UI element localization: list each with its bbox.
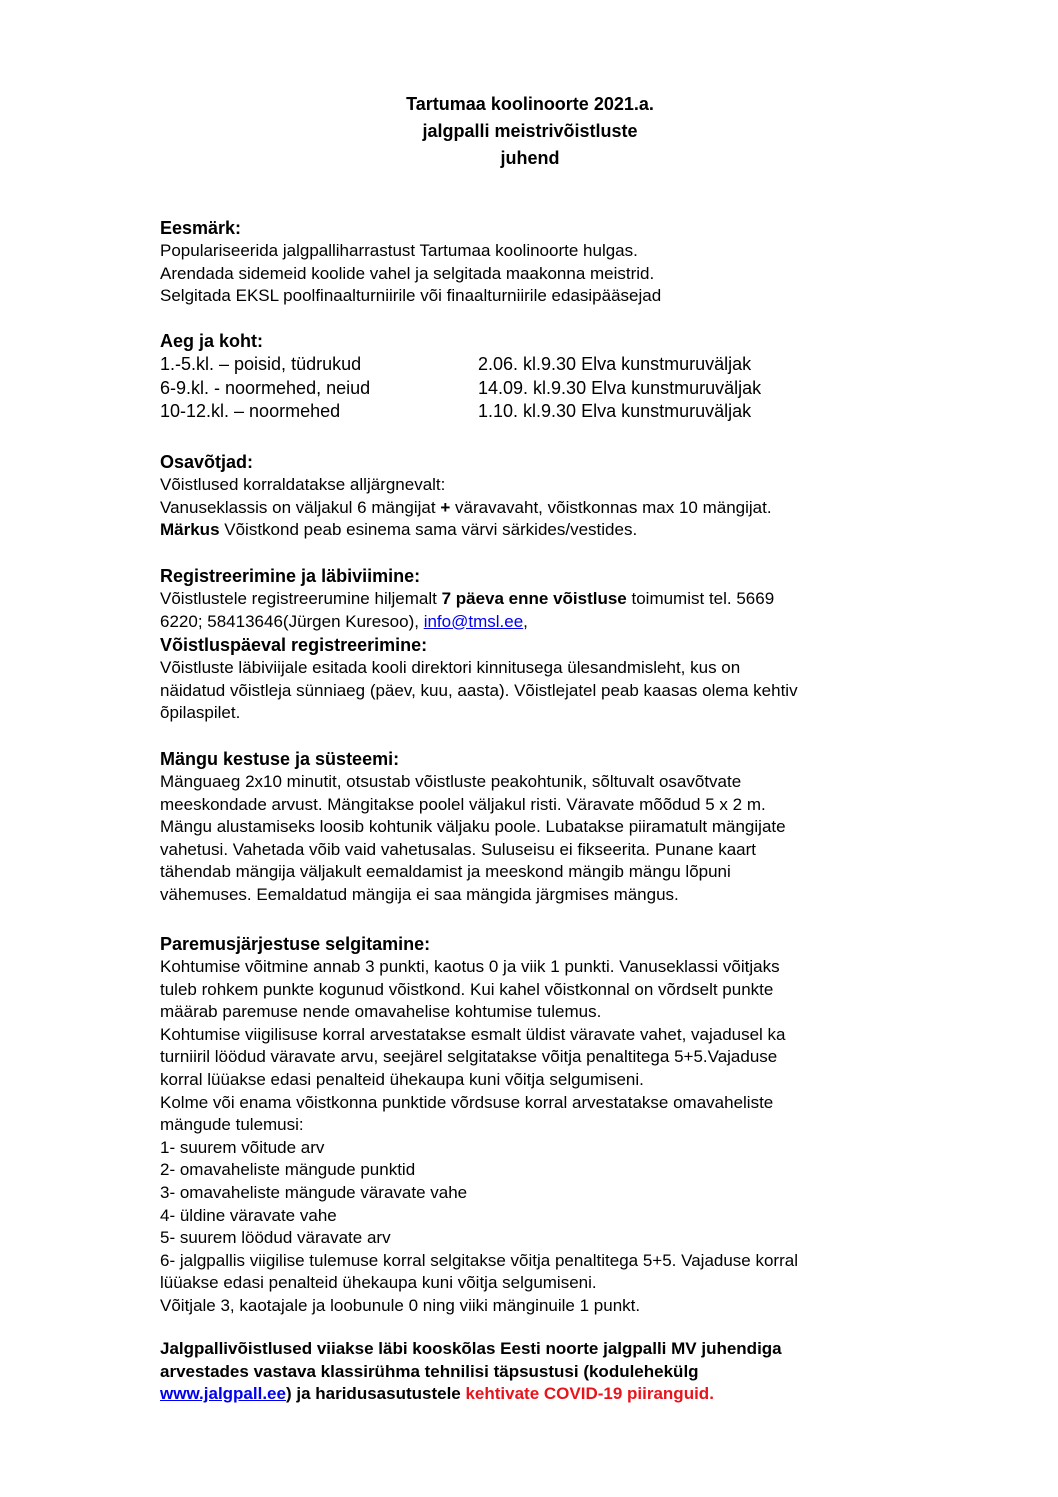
text-line: 6220; 58413646(Jürgen Kuresoo), info@tmsl.ee,: [160, 611, 528, 631]
text-line: Populariseerida jalgpalliharrastust Tartumaa koolinoorte hulgas.: [160, 241, 638, 260]
text-line: mängude tulemusi:: [160, 1115, 304, 1135]
section-heading: Osavõtjad:: [160, 452, 254, 472]
text-line: korral lüüakse edasi penalteid ühekaupa kuni võitja selgumiseni.: [160, 1069, 644, 1089]
list-item: 3- omavaheliste mängude väravate vahe: [160, 1182, 468, 1202]
text-line: Kolme või enama võistkonna punktide võrdsuse korral arvestatakse omavaheliste: [160, 1092, 774, 1112]
text-line: arvestades vastava klassirühma tehnilisi täpsustusi (kodulehekülg: [160, 1361, 699, 1381]
list-item: 4- üldine väravate vahe: [160, 1205, 337, 1225]
email-link[interactable]: info@tmsl.ee: [423, 611, 524, 631]
text-line: Võitjale 3, kaotajale ja loobunule 0 ning viiki mänginuile 1 punkt.: [160, 1295, 641, 1315]
text-line: tähendab mängija väljakult eemaldamist ja meeskond mängib mängu lõpuni: [160, 862, 731, 882]
text-line: meeskondade arvust. Mängitakse poolel väljakul risti. Väravate mõõdud 5 x 2 m.: [160, 794, 766, 814]
section-paremus: [160, 932, 920, 1318]
list-item: 6- jalgpallis viigilise tulemuse korral selgitakse võitja penaltitega 5+5. Vajaduse korral: [160, 1250, 798, 1270]
schedule-row: [160, 353, 920, 377]
section-registreerimine: [160, 564, 920, 725]
text-line: Mängu alustamiseks loosib kohtunik väljaku poole. Lubatakse piiramatult mängijate: [160, 817, 786, 837]
section-heading: Paremusjärjestuse selgitamine:: [160, 934, 431, 954]
text-line: Võistluste läbiviijale esitada kooli direktori kinnitusega ülesandmisleht, kus on: [160, 658, 741, 678]
text-line: Jalgpallivõistlused viiakse läbi kooskõlas Eesti noorte jalgpalli MV juhendiga: [160, 1339, 782, 1358]
text-line: vähemuses. Eemaldatud mängija ei saa mängida järgmises mängus.: [160, 884, 679, 904]
schedule-row: [160, 377, 920, 401]
text-line: määrab paremuse nende omavahelise kohtumise tulemus.: [160, 1002, 602, 1022]
text-line: näidatud võistleja sünniaeg (päev, kuu, aasta). Võistlejatel peab kaasas olema kehtiv: [160, 680, 798, 700]
text-line: Mänguaeg 2x10 minutit, otsustab võistluste peakohtunik, sõltuvalt osavõtvate: [160, 772, 742, 791]
section-osavotjad: [160, 450, 920, 542]
covid-warning: kehtivate COVID-19 piiranguid.: [465, 1384, 714, 1404]
note-label: Märkus: [160, 520, 220, 540]
title-line-1: Tartumaa koolinoorte 2021.a.: [406, 94, 654, 114]
schedule-group: 1.-5.kl. – poisid, tüdrukud: [160, 354, 362, 374]
text-line: Kohtumise võitmine annab 3 punkti, kaotus 0 ja viik 1 punkti. Vanuseklassi võitjaks: [160, 957, 780, 976]
text-line: vahetusi. Vahetada võib vaid vahetusalas. Suluseisu ei fikseerita. Punane kaart: [160, 839, 756, 859]
section-footer-note: [160, 1338, 920, 1406]
list-item: 5- suurem löödud väravate arv: [160, 1228, 391, 1248]
text-line: Kohtumise viigilisuse korral arvestatakse esmalt üldist väravate vahet, vajadusel ka: [160, 1024, 786, 1044]
sub-heading: Võistluspäeval registreerimine:: [160, 635, 428, 656]
text-line: www.jalgpall.ee) ja haridusasutustele kehtivate COVID-19 piiranguid.: [160, 1384, 714, 1404]
schedule-group: 6-9.kl. - noormehed, neiud: [160, 377, 371, 398]
schedule-time-place: 1.10. kl.9.30 Elva kunstmuruväljak: [478, 401, 752, 421]
schedule-row: [160, 400, 920, 424]
text-line: lüüakse edasi penalteid ühekaupa kuni võitja selgumiseni.: [160, 1273, 597, 1293]
text-line: Võistlused korraldatakse alljärgnevalt:: [160, 475, 446, 494]
jalgpall-link[interactable]: www.jalgpall.ee: [160, 1384, 286, 1404]
section-eesmark: [160, 216, 920, 308]
section-mangu: [160, 747, 920, 907]
list-item: 1- suurem võitude arv: [160, 1137, 325, 1157]
text-line: õpilaspilet.: [160, 703, 241, 723]
schedule-time-place: 14.09. kl.9.30 Elva kunstmuruväljak: [478, 377, 762, 398]
text-line: Selgitada EKSL poolfinaalturniirile või finaalturniirile edasipääsejad: [160, 286, 662, 306]
text-line: tuleb rohkem punkte kogunud võistkond. Kui kahel võistkonnal on võrdselt punkte: [160, 979, 774, 999]
text-line: Võistlustele registreerumine hiljemalt 7 päeva enne võistluse toimumist tel. 5669: [160, 589, 775, 608]
title-line-2: jalgpalli meistrivõistluste: [422, 121, 638, 141]
text-line: Arendada sidemeid koolide vahel ja selgitada maakonna meistrid.: [160, 263, 655, 283]
title-line-3: juhend: [500, 148, 560, 168]
section-heading: Registreerimine ja läbiviimine:: [160, 566, 421, 586]
schedule-time-place: 2.06. kl.9.30 Elva kunstmuruväljak: [478, 354, 752, 374]
section-heading: Mängu kestuse ja süsteemi:: [160, 749, 400, 769]
section-aeg-ja-koht: [160, 329, 920, 424]
text-line: Vanuseklassis on väljakul 6 mängijat + väravavaht, võistkonnas max 10 mängijat.: [160, 497, 772, 517]
document-title: [300, 91, 760, 172]
schedule-group: 10-12.kl. – noormehed: [160, 401, 341, 421]
list-item: 2- omavaheliste mängude punktid: [160, 1160, 416, 1180]
section-heading: Eesmärk:: [160, 218, 242, 238]
text-line: turniiril löödud väravate arvu, seejärel selgitatakse võitja penaltitega 5+5.Vajaduse: [160, 1047, 778, 1067]
note-line: Märkus Võistkond peab esinema sama värvi särkides/vestides.: [160, 520, 638, 540]
section-heading: Aeg ja koht:: [160, 331, 264, 351]
